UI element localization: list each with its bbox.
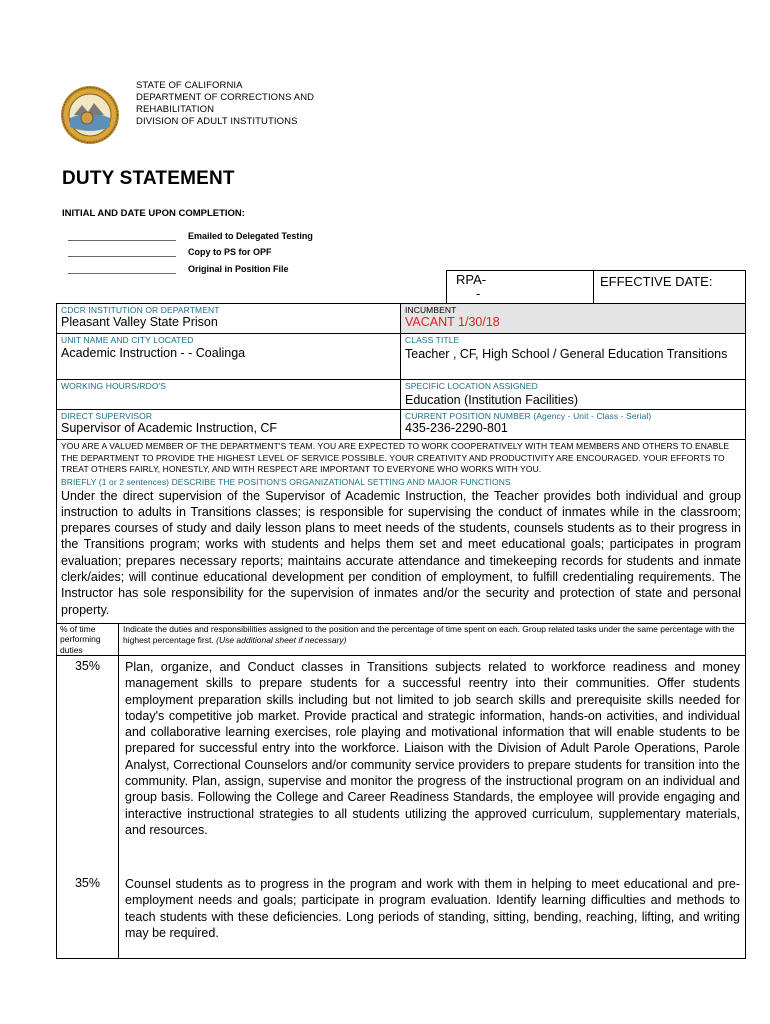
incumbent-value: VACANT 1/30/18 [405, 315, 500, 329]
hours-label: WORKING HOURS/RDO'S [61, 381, 167, 391]
location-value: Education (Institution Facilities) [405, 393, 578, 407]
initial-heading: INITIAL AND DATE UPON COMPLETION: [62, 208, 245, 219]
rpa-box [446, 270, 594, 303]
incumbent-cell [401, 304, 745, 333]
position-number-value: 435-236-2290-801 [405, 421, 508, 435]
duty-row [57, 656, 745, 872]
institution-label: CDCR INSTITUTION OR DEPARTMENT [61, 305, 220, 315]
initial-checklist [68, 224, 313, 274]
duties-header-row [57, 623, 745, 657]
row-hours [57, 380, 745, 410]
briefly-description: Under the direct supervision of the Supervisor of Academic Instruction, the Teacher provides both individual and group instruction to adults in Transitions classes; is responsible for supervising the conduct of inmates while in the classroom; prepares courses of study and daily lesson plans to meet needs of the students, counsels students as to their progress in the Transitions program; works with students and helps them set and meet educational goals; participates in program evaluation; prepares necessary reports; maintains accurate attendance and timekeeping records for students and inmate clerk/aides; will continue educational development per condition of employment, to fulfill credentialing requirements. The Instructor has sole responsibility for the supervision of inmates and/or the security and protection of state and personal property. [61, 488, 741, 617]
location-cell [401, 380, 745, 409]
duty-description: Plan, organize, and Conduct classes in Transitions subjects related to workforce readiness and money management skills to prepare students for a successful reentry into their communities. Offer students employment preparation skills including but not limited to job search skills and prerequisite skills needed for today's competitive job market. Provide practical and strategic information, hands-on activities, and individual and collaborative learning exercises, role playing and motivational information that will enable students to be prepared for successful entry into the workforce. Liaison with the Division of Adult Parole Operations, Parole Analyst, Correctional Counselors and/or community service providers to prepare students for transition into the community. Plan, assign, supervise and monitor the progress of the instructional program on an individual and group basis. Following the College and Career Readiness Standards, the employee will provide engaging and interactive instructional strategies to all students utilizing the approved curriculum, supplementary materials, and resources. [125, 660, 740, 837]
initial-item [68, 241, 313, 258]
initial-blank-line[interactable] [68, 231, 176, 241]
effective-date-label: EFFECTIVE DATE: [600, 274, 713, 289]
row-supervisor [57, 410, 745, 440]
duties-description-header [119, 624, 745, 656]
initial-blank-line[interactable] [68, 264, 176, 274]
page-title: DUTY STATEMENT [62, 168, 235, 189]
duties-description-note: (Use additional sheet if necessary) [216, 634, 347, 645]
duty-row [57, 872, 745, 958]
institution-value: Pleasant Valley State Prison [61, 315, 218, 329]
location-label: SPECIFIC LOCATION ASSIGNED [405, 381, 538, 391]
agency-line: REHABILITATION [136, 104, 215, 115]
class-title-value: Teacher , CF, High School / General Education Transitions [405, 347, 728, 361]
initial-item [68, 257, 313, 274]
agency-line: DIVISION OF ADULT INSTITUTIONS [136, 116, 298, 127]
agency-line: DEPARTMENT OF CORRECTIONS AND [136, 92, 315, 103]
valued-member-section [57, 440, 745, 623]
agency-line: STATE OF CALIFORNIA [136, 80, 243, 91]
hours-cell [57, 380, 401, 409]
briefly-label: BRIEFLY (1 or 2 sentences) DESCRIBE THE POSITION'S ORGANIZATIONAL SETTING AND MAJOR FUNCTIONS [61, 476, 511, 487]
row-institution [57, 304, 745, 334]
rpa-label: RPA- [456, 272, 487, 287]
initial-item [68, 224, 313, 241]
california-state-seal-icon [60, 85, 120, 145]
institution-cell [57, 304, 401, 333]
rpa-label-dash: - [476, 286, 481, 301]
initial-item-label: Copy to PS for OPF [188, 247, 272, 257]
supervisor-value: Supervisor of Academic Instruction, CF [61, 421, 278, 435]
initial-blank-line[interactable] [68, 247, 176, 257]
initial-item-label: Emailed to Delegated Testing [188, 230, 313, 241]
agency-header [136, 80, 314, 128]
class-title-label: CLASS TITLE [405, 335, 460, 345]
duty-description: Counsel students as to progress in the program and work with them in helping to meet educational and pre-employment needs and goals; participate in program evaluation. Identify learning difficulties and methods to teach students with these deficiencies. Long periods of standing, sitting, bending, reaching, lifting, and writing may be required. [125, 877, 740, 940]
row-unit [57, 334, 745, 380]
duty-percent: 35% [57, 656, 119, 872]
duty-statement-table [56, 303, 746, 959]
unit-cell [57, 334, 401, 379]
duties-description-label: Indicate the duties and responsibilities assigned to the position and the percentage of time spent on each. Group related tasks under the same percentage with the highest percentage first. [123, 623, 735, 645]
supervisor-cell [57, 410, 401, 439]
position-number-cell [401, 410, 745, 439]
initial-item-label: Original in Position File [188, 263, 289, 274]
incumbent-label: INCUMBENT [405, 305, 457, 315]
unit-value: Academic Instruction - - Coalinga [61, 346, 246, 360]
effective-date-box [594, 270, 746, 303]
pct-time-header: % of time performing duties [57, 624, 119, 656]
class-title-cell [401, 334, 745, 379]
position-number-label: CURRENT POSITION NUMBER (Agency - Unit - Class - Serial) [405, 411, 652, 421]
supervisor-label: DIRECT SUPERVISOR [61, 411, 153, 421]
valued-member-text: YOU ARE A VALUED MEMBER OF THE DEPARTMENT'S TEAM. YOU ARE EXPECTED TO WORK COOPERATIVELY WITH TEAM MEMBERS AND OTHERS TO ENABLE THE DEPARTMENT TO PROVIDE THE HIGHEST LEVEL OF SERVICE POSSIBLE. YOUR CREATIVITY AND PRODUCTIVITY ARE ENCOURAGED. YOUR EFFORTS TO TREAT OTHERS FAIRLY, HONESTLY, AND WITH RESPECT ARE IMPORTANT TO EVERYONE WHO WORKS WITH YOU. [61, 441, 730, 474]
duty-percent: 35% [57, 872, 119, 958]
unit-label: UNIT NAME AND CITY LOCATED [61, 335, 194, 345]
